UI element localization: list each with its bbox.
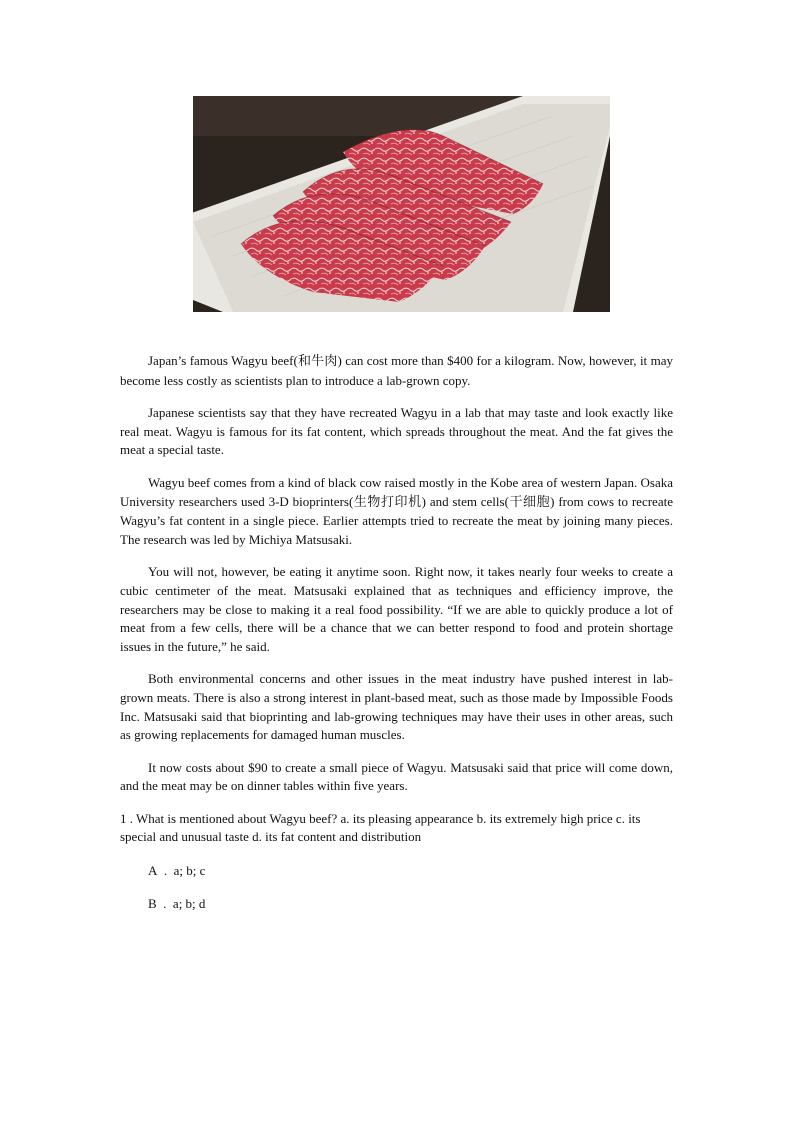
paragraph-3-cjk-2: 干细胞 [508, 494, 551, 510]
option-a-text: a; b; c [173, 863, 206, 879]
paragraph-2: Japanese scientists say that they have recreated Wagyu in a lab that may taste and look exactly like real meat. Wagyu is famous for its fat content, which spreads throughout the meat. And the fat gives the meat a special taste. [120, 405, 673, 458]
paragraph-1-text-b: ) can cost more than $400 for a kilogram. Now, however, it may become less costly as scientists plan to introduce a lab-grown copy. [120, 353, 673, 388]
option-a-letter: A [148, 863, 158, 879]
paragraph-1 [120, 352, 673, 390]
wagyu-beef-image [193, 96, 610, 312]
paragraph-6: It now costs about $90 to create a small piece of Wagyu. Matsusaki said that price will come down, and the meat may be on dinner tables within five years. [120, 759, 673, 794]
option-b-text: a; b; d [172, 895, 206, 911]
article-body [120, 352, 673, 927]
wagyu-beef-photo [193, 96, 610, 312]
paragraph-3-text-a: Wagyu beef comes from a kind of black cow raised mostly in the Kobe area of western Japan. Osaka University researchers used 3-D bioprinters( [120, 474, 673, 509]
paragraph-1-cjk: 和牛肉 [297, 354, 338, 369]
paragraph-3 [120, 474, 673, 549]
option-a[interactable]: A . a; b; c [148, 863, 206, 879]
paragraph-4: You will not, however, be eating it anytime soon. Right now, it takes nearly four weeks to create a cubic centimeter of the meat. Matsusaki explained that as techniques and efficiency improve, the researchers may be close to making it a real food possibility. “If we are able to quickly produce a lot of meat from a few cells, there will be a chance that we can better respond to food and protein shortage issues in the future,” he said. [120, 564, 673, 654]
paragraph-3-cjk-1: 生物打印机 [353, 494, 422, 510]
option-b-letter: B [148, 895, 157, 911]
question-1: 1 . What is mentioned about Wagyu beef? a. its pleasing appearance b. its extremely high price c. its special and unusual taste d. its fat content and distribution [120, 810, 641, 845]
option-b[interactable]: B . a; b; d [148, 895, 206, 911]
paragraph-5: Both environmental concerns and other issues in the meat industry have pushed interest in lab-grown meats. There is also a strong interest in plant-based meat, such as those made by Impossible Foods Inc. Matsusaki said that bioprinting and lab-growing techniques may have their uses in other areas, such as growing replacements for damaged human muscles. [120, 671, 673, 743]
paragraph-1-text-a: Japan’s famous Wagyu beef( [148, 353, 298, 368]
paragraph-3-text-c: ) from cows to recreate Wagyu’s fat content in a single piece. Earlier attempts tried to recreate the meat by joining many pieces. The research was led by Michiya Matsusaki. [120, 493, 673, 547]
paragraph-3-text-b: ) and stem cells( [421, 493, 509, 509]
